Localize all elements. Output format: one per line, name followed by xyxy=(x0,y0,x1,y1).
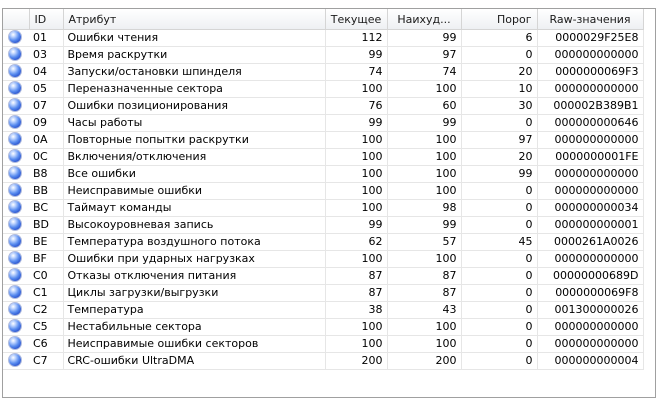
status-ok-orb-icon xyxy=(9,48,21,60)
cell-id: BE xyxy=(29,234,63,251)
cell-worst: 99 xyxy=(387,30,461,47)
cell-current: 100 xyxy=(325,149,387,166)
cell-id: C2 xyxy=(29,302,63,319)
cell-attribute: Ошибки при ударных нагрузках xyxy=(63,251,325,268)
column-header-attribute[interactable]: Атрибут xyxy=(63,9,325,30)
cell-worst: 60 xyxy=(387,98,461,115)
status-ok-orb-icon xyxy=(9,354,21,366)
cell-worst: 99 xyxy=(387,115,461,132)
cell-threshold: 97 xyxy=(461,132,537,149)
table-row[interactable] xyxy=(3,47,643,64)
table-row[interactable] xyxy=(3,319,643,336)
status-ok-orb-icon xyxy=(9,116,21,128)
cell-id: C0 xyxy=(29,268,63,285)
column-header-current[interactable]: Текущее xyxy=(325,9,387,30)
cell-worst: 87 xyxy=(387,268,461,285)
cell-worst: 100 xyxy=(387,166,461,183)
cell-id: 09 xyxy=(29,115,63,132)
status-cell xyxy=(3,251,29,268)
cell-id: 07 xyxy=(29,98,63,115)
cell-attribute: Все ошибки xyxy=(63,166,325,183)
cell-id: C5 xyxy=(29,319,63,336)
status-ok-orb-icon xyxy=(9,269,21,281)
cell-worst: 57 xyxy=(387,234,461,251)
cell-id: BF xyxy=(29,251,63,268)
table-row[interactable] xyxy=(3,200,643,217)
cell-attribute: Часы работы xyxy=(63,115,325,132)
cell-worst: 100 xyxy=(387,251,461,268)
cell-worst: 100 xyxy=(387,319,461,336)
cell-current: 99 xyxy=(325,47,387,64)
cell-threshold: 0 xyxy=(461,47,537,64)
column-header-status[interactable] xyxy=(3,9,29,30)
cell-attribute: Ошибки чтения xyxy=(63,30,325,47)
cell-attribute: Повторные попытки раскрутки xyxy=(63,132,325,149)
cell-raw: 0000000069F3 xyxy=(537,64,643,81)
cell-worst: 100 xyxy=(387,132,461,149)
cell-id: C6 xyxy=(29,336,63,353)
cell-current: 100 xyxy=(325,132,387,149)
cell-attribute: Нестабильные сектора xyxy=(63,319,325,336)
cell-id: 04 xyxy=(29,64,63,81)
cell-raw: 00000000689D xyxy=(537,268,643,285)
table-row[interactable] xyxy=(3,64,643,81)
cell-current: 100 xyxy=(325,183,387,200)
status-cell xyxy=(3,183,29,200)
status-ok-orb-icon xyxy=(9,133,21,145)
cell-current: 100 xyxy=(325,319,387,336)
cell-threshold: 0 xyxy=(461,183,537,200)
column-header-id[interactable]: ID xyxy=(29,9,63,30)
cell-current: 200 xyxy=(325,353,387,370)
cell-worst: 100 xyxy=(387,183,461,200)
cell-raw: 000000000001 xyxy=(537,217,643,234)
cell-threshold: 99 xyxy=(461,166,537,183)
status-cell xyxy=(3,98,29,115)
status-ok-orb-icon xyxy=(9,184,21,196)
cell-current: 100 xyxy=(325,81,387,98)
cell-threshold: 0 xyxy=(461,217,537,234)
status-cell xyxy=(3,115,29,132)
cell-current: 100 xyxy=(325,200,387,217)
cell-raw: 000000000034 xyxy=(537,200,643,217)
status-cell xyxy=(3,81,29,98)
cell-raw: 000000000000 xyxy=(537,47,643,64)
cell-id: 0C xyxy=(29,149,63,166)
cell-raw: 0000029F25E8 xyxy=(537,30,643,47)
cell-current: 87 xyxy=(325,285,387,302)
cell-worst: 100 xyxy=(387,81,461,98)
cell-threshold: 6 xyxy=(461,30,537,47)
cell-raw: 000000000000 xyxy=(537,166,643,183)
table-row[interactable] xyxy=(3,149,643,166)
table-row[interactable] xyxy=(3,336,643,353)
cell-attribute: Ошибки позиционирования xyxy=(63,98,325,115)
cell-worst: 100 xyxy=(387,149,461,166)
status-ok-orb-icon xyxy=(9,82,21,94)
cell-current: 100 xyxy=(325,336,387,353)
status-ok-orb-icon xyxy=(9,167,21,179)
cell-attribute: Включения/отключения xyxy=(63,149,325,166)
cell-raw: 000002B389B1 xyxy=(537,98,643,115)
status-cell xyxy=(3,353,29,370)
status-ok-orb-icon xyxy=(9,252,21,264)
cell-worst: 97 xyxy=(387,47,461,64)
cell-worst: 99 xyxy=(387,217,461,234)
cell-threshold: 0 xyxy=(461,302,537,319)
cell-worst: 100 xyxy=(387,336,461,353)
cell-threshold: 0 xyxy=(461,319,537,336)
column-header-worst[interactable]: Наихуд... xyxy=(387,9,461,30)
cell-threshold: 20 xyxy=(461,149,537,166)
status-cell xyxy=(3,30,29,47)
cell-threshold: 0 xyxy=(461,336,537,353)
cell-threshold: 45 xyxy=(461,234,537,251)
table-row[interactable] xyxy=(3,166,643,183)
status-cell xyxy=(3,268,29,285)
cell-attribute: Циклы загрузки/выгрузки xyxy=(63,285,325,302)
cell-raw: 000000000000 xyxy=(537,81,643,98)
status-cell xyxy=(3,200,29,217)
table-row[interactable] xyxy=(3,183,643,200)
cell-threshold: 0 xyxy=(461,268,537,285)
column-header-row xyxy=(3,9,643,30)
status-cell xyxy=(3,285,29,302)
cell-id: 03 xyxy=(29,47,63,64)
status-ok-orb-icon xyxy=(9,286,21,298)
table-row[interactable] xyxy=(3,234,643,251)
cell-id: B8 xyxy=(29,166,63,183)
smart-attributes-list[interactable] xyxy=(2,8,656,398)
table-row[interactable] xyxy=(3,217,643,234)
status-cell xyxy=(3,149,29,166)
cell-raw: 0000000069F8 xyxy=(537,285,643,302)
cell-attribute: Высокоуровневая запись xyxy=(63,217,325,234)
cell-current: 87 xyxy=(325,268,387,285)
table-row[interactable] xyxy=(3,285,643,302)
column-header-threshold[interactable]: Порог xyxy=(461,9,537,30)
cell-worst: 43 xyxy=(387,302,461,319)
cell-current: 76 xyxy=(325,98,387,115)
cell-threshold: 0 xyxy=(461,251,537,268)
cell-id: 0A xyxy=(29,132,63,149)
cell-worst: 74 xyxy=(387,64,461,81)
status-cell xyxy=(3,166,29,183)
cell-attribute: Температура xyxy=(63,302,325,319)
cell-attribute: Неисправимые ошибки xyxy=(63,183,325,200)
cell-threshold: 0 xyxy=(461,285,537,302)
table-row[interactable] xyxy=(3,98,643,115)
table-row[interactable] xyxy=(3,302,643,319)
cell-id: C7 xyxy=(29,353,63,370)
cell-id: C1 xyxy=(29,285,63,302)
cell-attribute: Отказы отключения питания xyxy=(63,268,325,285)
cell-raw: 000000000000 xyxy=(537,251,643,268)
cell-current: 100 xyxy=(325,251,387,268)
status-ok-orb-icon xyxy=(9,99,21,111)
cell-raw: 000000000000 xyxy=(537,336,643,353)
status-ok-orb-icon xyxy=(9,303,21,315)
cell-attribute: Температура воздушного потока xyxy=(63,234,325,251)
status-cell xyxy=(3,132,29,149)
cell-attribute: Переназначенные сектора xyxy=(63,81,325,98)
status-ok-orb-icon xyxy=(9,218,21,230)
cell-threshold: 30 xyxy=(461,98,537,115)
table-row[interactable] xyxy=(3,132,643,149)
status-cell xyxy=(3,47,29,64)
table-body xyxy=(3,30,643,370)
cell-current: 62 xyxy=(325,234,387,251)
cell-attribute: Неисправимые ошибки секторов xyxy=(63,336,325,353)
cell-current: 99 xyxy=(325,115,387,132)
table-row[interactable] xyxy=(3,81,643,98)
cell-id: BD xyxy=(29,217,63,234)
cell-raw: 0000000001FE xyxy=(537,149,643,166)
cell-threshold: 20 xyxy=(461,64,537,81)
column-header-raw[interactable]: Raw-значения xyxy=(537,9,643,30)
status-ok-orb-icon xyxy=(9,65,21,77)
cell-raw: 001300000026 xyxy=(537,302,643,319)
cell-raw: 000000000646 xyxy=(537,115,643,132)
cell-id: 01 xyxy=(29,30,63,47)
table-row[interactable] xyxy=(3,251,643,268)
cell-attribute: CRC-ошибки UltraDMA xyxy=(63,353,325,370)
table-row[interactable] xyxy=(3,268,643,285)
status-cell xyxy=(3,302,29,319)
status-cell xyxy=(3,319,29,336)
cell-current: 74 xyxy=(325,64,387,81)
cell-worst: 200 xyxy=(387,353,461,370)
cell-worst: 87 xyxy=(387,285,461,302)
cell-current: 100 xyxy=(325,166,387,183)
cell-threshold: 0 xyxy=(461,200,537,217)
cell-raw: 000000000000 xyxy=(537,132,643,149)
status-cell xyxy=(3,64,29,81)
status-ok-orb-icon xyxy=(9,320,21,332)
cell-current: 99 xyxy=(325,217,387,234)
cell-raw: 000000000004 xyxy=(537,353,643,370)
table-row[interactable] xyxy=(3,115,643,132)
status-cell xyxy=(3,217,29,234)
status-ok-orb-icon xyxy=(9,150,21,162)
cell-id: BB xyxy=(29,183,63,200)
cell-attribute: Время раскрутки xyxy=(63,47,325,64)
table-row[interactable] xyxy=(3,30,643,47)
cell-id: BC xyxy=(29,200,63,217)
cell-attribute: Запуски/остановки шпинделя xyxy=(63,64,325,81)
cell-attribute: Таймаут команды xyxy=(63,200,325,217)
cell-raw: 0000261A0026 xyxy=(537,234,643,251)
cell-id: 05 xyxy=(29,81,63,98)
cell-threshold: 0 xyxy=(461,353,537,370)
cell-raw: 000000000000 xyxy=(537,183,643,200)
cell-current: 38 xyxy=(325,302,387,319)
status-ok-orb-icon xyxy=(9,337,21,349)
cell-current: 112 xyxy=(325,30,387,47)
cell-worst: 98 xyxy=(387,200,461,217)
status-ok-orb-icon xyxy=(9,201,21,213)
table-row[interactable] xyxy=(3,353,643,370)
status-ok-orb-icon xyxy=(9,31,21,43)
smart-table xyxy=(3,9,644,370)
status-cell xyxy=(3,336,29,353)
cell-raw: 000000000000 xyxy=(537,319,643,336)
status-cell xyxy=(3,234,29,251)
status-ok-orb-icon xyxy=(9,235,21,247)
cell-threshold: 10 xyxy=(461,81,537,98)
cell-threshold: 0 xyxy=(461,115,537,132)
